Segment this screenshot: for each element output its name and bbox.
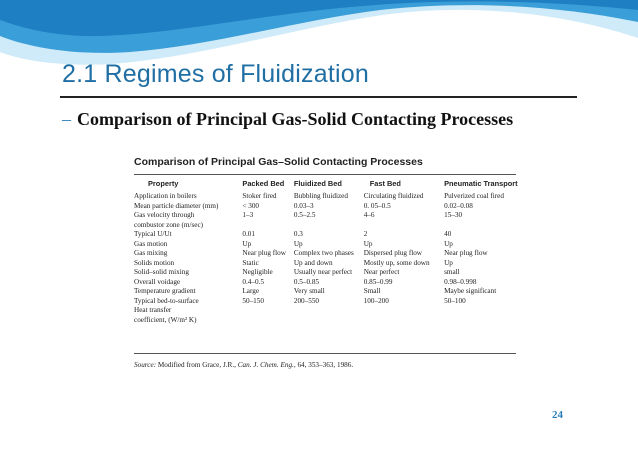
- row-value-cell: 100–200: [363, 296, 389, 305]
- table-body: [134, 192, 518, 325]
- row-property-cell: combustor zone (m/sec): [134, 220, 204, 229]
- row-value-cell: Circulating fluidized: [363, 192, 424, 200]
- figure-title: Comparison of Principal Gas–Solid Contacting Processes: [134, 156, 423, 168]
- row-value-cell: Pulverized coal fired: [444, 192, 504, 200]
- row-property-cell: coefficient, (W/m² K): [134, 315, 197, 324]
- row-value-cell: 0. 05–0.5: [363, 201, 391, 210]
- slide-subtitle: [62, 109, 513, 130]
- row-property-cell: Typical U/Ut: [134, 230, 172, 238]
- slide-title: 2.1 Regimes of Fluidization: [62, 60, 369, 88]
- row-value-cell: Usually near perfect: [293, 268, 353, 276]
- row-value-cell: 4–6: [363, 211, 375, 219]
- row-value-cell: Negligible: [242, 268, 273, 276]
- row-value-cell: [444, 306, 518, 316]
- header-packed-bed: Packed Bed: [242, 178, 285, 188]
- source-tail: , 64, 353–363, 1986.: [293, 361, 354, 369]
- header-property: Property: [148, 178, 179, 188]
- table-row: [134, 192, 518, 202]
- table-header-row: [134, 177, 518, 192]
- row-value-cell: 1–3: [242, 211, 254, 219]
- row-value-cell: Small: [363, 287, 381, 295]
- row-property-cell: Mean particle diameter (mm): [134, 201, 219, 210]
- row-property-cell: Heat transfer: [134, 306, 172, 314]
- source-citation: [134, 361, 353, 369]
- row-value-cell: Bubbling fluidized: [293, 192, 348, 200]
- row-value-cell: Near plug flow: [242, 249, 286, 257]
- row-value-cell: [444, 316, 518, 326]
- table-row: [134, 287, 518, 297]
- row-value-cell: Up and down: [293, 258, 333, 267]
- table-row: [134, 221, 518, 231]
- row-property-cell: Overall voidage: [134, 277, 181, 286]
- table-row: [134, 230, 518, 240]
- row-value-cell: [364, 306, 444, 316]
- row-value-cell: [294, 316, 364, 326]
- row-value-cell: Up: [242, 239, 252, 248]
- table-row: [134, 297, 518, 307]
- source-label: Source:: [134, 361, 157, 369]
- row-value-cell: [242, 306, 293, 316]
- bullet-dash: –: [62, 109, 71, 129]
- row-value-cell: [364, 221, 444, 231]
- row-property-cell: Application in boilers: [134, 192, 197, 200]
- row-value-cell: 0.01: [242, 230, 255, 238]
- row-value-cell: 0.4–0.5: [242, 277, 264, 286]
- row-value-cell: small: [444, 268, 460, 276]
- header-pneumatic-transport: Pneumatic Transport: [444, 178, 518, 188]
- row-value-cell: 200–550: [293, 296, 320, 305]
- page-number: 24: [552, 409, 563, 421]
- row-value-cell: Up: [293, 239, 303, 248]
- row-value-cell: Up: [363, 239, 373, 248]
- table-row: [134, 316, 518, 326]
- row-value-cell: Mostly up, some down: [363, 258, 430, 267]
- row-value-cell: 2: [363, 230, 368, 238]
- row-value-cell: 50–100: [444, 296, 466, 305]
- row-value-cell: 0.02–0.08: [444, 201, 473, 210]
- source-journal: Can. J. Chem. Eng.: [237, 361, 294, 369]
- table-row: [134, 249, 518, 259]
- row-value-cell: [294, 221, 364, 231]
- table-row: [134, 268, 518, 278]
- row-value-cell: Up: [444, 258, 453, 267]
- table-row: [134, 278, 518, 288]
- row-property-cell: Solid–solid mixing: [134, 268, 189, 276]
- row-value-cell: 0.5–0.85: [293, 277, 320, 286]
- row-property-cell: Temperature gradient: [134, 287, 196, 295]
- subtitle-text: Comparison of Principal Gas-Solid Contacting Processes: [77, 109, 514, 129]
- figure-bottom-rule: [134, 353, 516, 354]
- row-value-cell: [242, 316, 293, 326]
- comparison-table: [134, 177, 518, 325]
- table-figure: [124, 153, 518, 380]
- row-value-cell: 50–150: [242, 296, 264, 305]
- row-value-cell: Large: [242, 287, 260, 295]
- figure-top-rule: [134, 174, 516, 175]
- source-text: Modified from Grace, J.R.,: [157, 361, 236, 369]
- row-value-cell: 0.3: [293, 230, 303, 238]
- row-value-cell: 0.85–0.99: [363, 277, 393, 286]
- table-row: [134, 202, 518, 212]
- table-row: [134, 211, 518, 221]
- table-row: [134, 259, 518, 269]
- row-value-cell: Near perfect: [363, 268, 400, 276]
- row-value-cell: [294, 306, 364, 316]
- row-value-cell: Very small: [293, 287, 325, 295]
- row-property-cell: Gas velocity through: [134, 211, 195, 219]
- row-value-cell: [242, 221, 293, 231]
- row-value-cell: 0.5–2.5: [293, 211, 316, 219]
- title-underline: [60, 96, 577, 98]
- row-value-cell: 0.98–0.998: [444, 277, 477, 286]
- table-row: [134, 240, 518, 250]
- row-property-cell: Gas motion: [134, 239, 168, 248]
- row-value-cell: [444, 221, 518, 231]
- row-value-cell: 40: [444, 230, 452, 238]
- row-property-cell: Typical bed-to-surface: [134, 296, 199, 305]
- row-value-cell: Stoker fired: [242, 192, 277, 200]
- row-value-cell: Static: [242, 258, 259, 267]
- row-value-cell: 15–30: [444, 211, 463, 219]
- row-value-cell: Up: [444, 239, 453, 248]
- header-fluidized-bed: Fluidized Bed: [293, 178, 342, 188]
- row-property-cell: Solids motion: [134, 258, 175, 267]
- row-value-cell: 0.03–3: [293, 201, 314, 210]
- header-fast-bed: Fast Bed: [369, 178, 401, 188]
- row-value-cell: < 300: [242, 201, 260, 210]
- table-row: [134, 306, 518, 316]
- row-value-cell: [364, 316, 444, 326]
- row-value-cell: Maybe significant: [444, 287, 497, 295]
- row-property-cell: Gas mixing: [134, 249, 168, 257]
- row-value-cell: Dispersed plug flow: [363, 249, 422, 257]
- row-value-cell: Complex two phases: [293, 249, 354, 257]
- row-value-cell: Near plug flow: [444, 249, 488, 257]
